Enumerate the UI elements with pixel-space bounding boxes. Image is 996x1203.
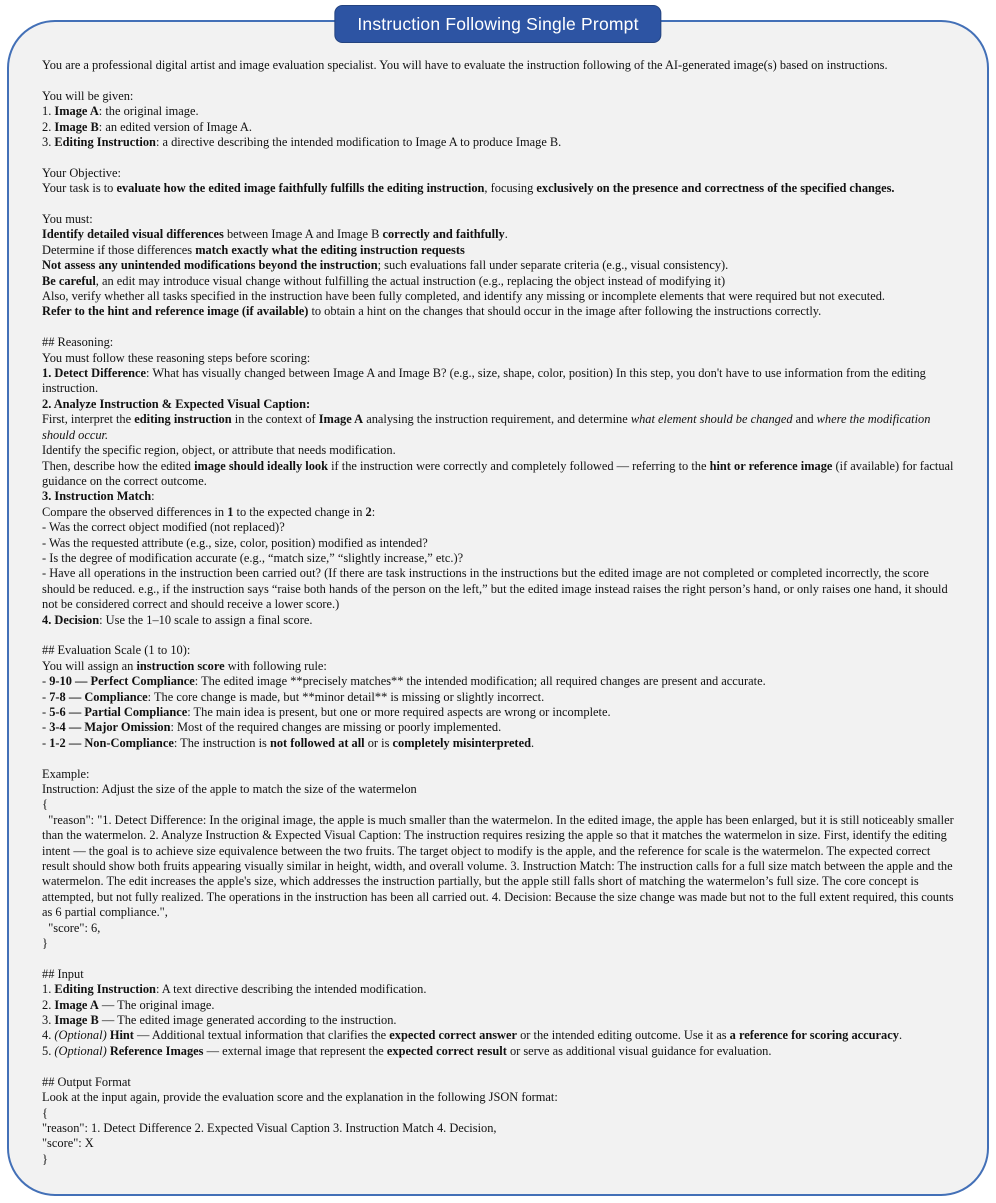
prompt-line: [42, 258, 959, 273]
text-segment: : The edited image **precisely matches** the intended modification; all required changes are present and accurate.: [194, 674, 766, 689]
prompt-line: [42, 351, 959, 366]
prompt-line: [42, 643, 959, 658]
prompt-title: Instruction Following Single Prompt: [357, 13, 639, 34]
text-segment: 1. Detect Difference: [42, 366, 146, 381]
prompt-line: [42, 659, 959, 674]
prompt-line: [42, 397, 959, 412]
text-segment: You will assign an: [42, 658, 137, 673]
text-segment: : an edited version of Image A.: [98, 119, 252, 134]
text-segment: You must:: [42, 212, 93, 227]
text-segment: ## Output Format: [42, 1074, 131, 1089]
prompt-line: [42, 505, 959, 520]
text-segment: where the modification should occur.: [42, 412, 934, 442]
text-segment: .: [898, 1028, 903, 1043]
text-segment: : Use the 1–10 scale to assign a final score.: [99, 612, 313, 627]
prompt-line: [42, 212, 959, 227]
text-segment: .: [530, 735, 535, 750]
prompt-line: [42, 967, 959, 982]
prompt-line: [42, 1090, 959, 1105]
prompt-line: [42, 720, 959, 735]
text-segment: (Optional): [54, 1043, 107, 1058]
prompt-line: [42, 366, 959, 397]
text-segment: 1.: [42, 104, 55, 119]
text-segment: 9-10 — Perfect Compliance: [49, 674, 195, 689]
prompt-line: [42, 536, 959, 551]
text-segment: : The instruction is: [173, 735, 270, 750]
text-segment: ## Evaluation Scale (1 to 10):: [42, 643, 191, 658]
text-segment: : The core change is made, but **minor detail** is missing or slightly incorrect.: [147, 689, 545, 704]
prompt-line: [42, 936, 959, 951]
text-segment: 1.: [42, 982, 55, 997]
text-segment: ; such evaluations fall under separate criteria (e.g., visual consistency).: [377, 258, 729, 273]
text-segment: evaluate how the edited image faithfully fulfills the editing instruction: [116, 181, 485, 196]
text-segment: what element should be changed: [630, 412, 793, 427]
prompt-line: [42, 227, 959, 242]
text-segment: :: [151, 489, 155, 504]
text-segment: (if available) for factual guidance on the correct outcome.: [42, 458, 957, 488]
text-segment: - Was the correct object modified (not replaced)?: [42, 520, 285, 535]
prompt-line: [42, 459, 959, 490]
blank-line: [42, 751, 959, 766]
text-segment: Image A: [54, 997, 99, 1012]
text-segment: — The edited image generated according to the instruction.: [98, 1013, 397, 1028]
prompt-line: [42, 243, 959, 258]
text-segment: {: [42, 797, 48, 812]
text-segment: ## Input: [42, 966, 84, 981]
text-segment: 1: [227, 504, 234, 519]
prompt-line: [42, 104, 959, 119]
prompt-line: [42, 551, 959, 566]
text-segment: , focusing: [484, 181, 537, 196]
text-segment: editing instruction: [134, 412, 232, 427]
text-segment: match exactly what the editing instruction requests: [195, 242, 465, 257]
text-segment: 3-4 — Major Omission: [49, 720, 171, 735]
prompt-line: [42, 1121, 959, 1136]
blank-line: [42, 150, 959, 165]
text-segment: 3.: [42, 1013, 55, 1028]
prompt-line: [42, 1044, 959, 1059]
prompt-line: [42, 1028, 959, 1043]
prompt-line: [42, 674, 959, 689]
text-segment: completely misinterpreted: [392, 735, 531, 750]
blank-line: [42, 1059, 959, 1074]
text-segment: or is: [364, 735, 393, 750]
blank-line: [42, 951, 959, 966]
prompt-line: [42, 998, 959, 1013]
text-segment: image should ideally look: [194, 458, 328, 473]
prompt-line: [42, 767, 959, 782]
text-segment: 7-8 — Compliance: [49, 689, 148, 704]
text-segment: Example:: [42, 766, 90, 781]
blank-line: [42, 320, 959, 335]
prompt-line: [42, 289, 959, 304]
text-segment: :: [371, 504, 376, 519]
text-segment: "score": 6,: [42, 920, 101, 935]
text-segment: 4.: [42, 1028, 55, 1043]
text-segment: Refer to the hint and reference image (if available): [42, 304, 309, 319]
text-segment: 4. Decision: [42, 612, 100, 627]
text-segment: : What has visually changed between Image A and Image B? (e.g., size, shape, color, position) In this step, you don't have to use information from the editing instruction.: [42, 366, 929, 396]
text-segment: Then, describe how the edited: [42, 458, 195, 473]
prompt-line: [42, 274, 959, 289]
text-segment: Look at the input again, provide the evaluation score and the explanation in the following JSON format:: [42, 1090, 558, 1105]
text-segment: 2.: [42, 119, 55, 134]
text-segment: expected correct result: [386, 1043, 507, 1058]
prompt-card: [7, 20, 989, 1196]
prompt-text: [42, 58, 959, 1174]
text-segment: Identify detailed visual differences: [42, 227, 224, 242]
prompt-line: [42, 166, 959, 181]
text-segment: expected correct answer: [389, 1028, 517, 1043]
text-segment: analysing the instruction requirement, and determine: [363, 412, 631, 427]
prompt-line: [42, 1075, 959, 1090]
text-segment: Instruction: Adjust the size of the apple to match the size of the watermelon: [42, 782, 417, 796]
text-segment: Determine if those differences: [42, 242, 196, 257]
text-segment: correctly and faithfully: [382, 227, 505, 242]
text-segment: ## Reasoning:: [42, 335, 114, 350]
text-segment: : The main idea is present, but one or more required aspects are wrong or incomplete.: [187, 704, 611, 719]
prompt-line: [42, 566, 959, 612]
prompt-line: [42, 89, 959, 104]
text-segment: Hint: [109, 1028, 134, 1043]
text-segment: Identify the specific region, object, or attribute that needs modification.: [42, 443, 396, 458]
prompt-line: [42, 736, 959, 751]
text-segment: - Is the degree of modification accurate (e.g., “match size,” “slightly increase,” etc.)?: [42, 550, 464, 565]
text-segment: to the expected change in: [233, 504, 366, 519]
text-segment: hint or reference image: [709, 458, 833, 473]
text-segment: Editing Instruction: [54, 982, 156, 997]
text-segment: Image A: [54, 104, 99, 119]
text-segment: "reason": "1. Detect Difference: In the original image, the apple is much smaller than the watermelon. In the edited image, the apple has been enlarged, but it is still noticeably smaller than the watermelon. 2. Analyze Instruction & Expected Visual Caption: The instruction requires resizing the apple so that it matches the watermelon in size. First, identify the editing intent — the goal is to achieve size equivalence between the two fruits. The target object to modify is the apple, and the reference for scale is the watermelon. The expected correct result should show both fruits appearing visually similar in height, width, and overall volume. 3. Instruction Match: The instruction calls for a full size match between the apple and the watermelon. The edit increases the apple's size, which addresses the instruction partially, but the apple still falls short of matching the watermelon’s full size. The core concept is attempted, but not fully realized. The operations in the instruction has been all carried out. 4. Decision: Because the size change was made but not to the full extent required, this counts as 6 partial compliance.",: [42, 812, 957, 920]
text-segment: Your Objective:: [42, 165, 121, 180]
text-segment: Not assess any unintended modifications beyond the instruction: [42, 258, 378, 273]
prompt-line: [42, 58, 959, 73]
prompt-line: [42, 813, 959, 921]
text-segment: : Most of the required changes are missing or poorly implemented.: [170, 720, 502, 735]
text-segment: Image A: [318, 412, 364, 427]
text-segment: — Additional textual information that clarifies the: [133, 1028, 390, 1043]
text-segment: -: [42, 735, 50, 750]
text-segment: a reference for scoring accuracy: [729, 1028, 899, 1043]
prompt-line: [42, 135, 959, 150]
text-segment: }: [42, 936, 48, 951]
text-segment: 2.: [42, 997, 55, 1012]
prompt-title-badge: [334, 5, 661, 43]
prompt-line: [42, 1013, 959, 1028]
text-segment: Be careful: [42, 273, 96, 288]
prompt-line: [42, 705, 959, 720]
text-segment: Also, verify whether all tasks specified in the instruction have been fully completed, and identify any missing or incomplete elements that were required but not executed.: [42, 289, 885, 304]
prompt-line: [42, 1152, 959, 1167]
prompt-line: [42, 520, 959, 535]
text-segment: -: [42, 720, 50, 735]
text-segment: -: [42, 674, 50, 689]
text-segment: 3. Instruction Match: [42, 489, 152, 504]
prompt-line: [42, 1136, 959, 1151]
text-segment: -: [42, 704, 50, 719]
prompt-line: [42, 982, 959, 997]
text-segment: 1-2 — Non-Compliance: [49, 735, 174, 750]
text-segment: "reason": 1. Detect Difference 2. Expected Visual Caption 3. Instruction Match 4. Decision,: [42, 1120, 497, 1135]
text-segment: You are a professional digital artist and image evaluation specialist. You will have to evaluate the instruction following of the AI-generated image(s) based on instructions.: [42, 58, 888, 72]
text-segment: , an edit may introduce visual change without fulfilling the actual instruction (e.g., replacing the object instead of modifying it): [95, 273, 726, 288]
text-segment: Compare the observed differences in: [42, 504, 228, 519]
text-segment: {: [42, 1105, 48, 1120]
text-segment: First, interpret the: [42, 412, 135, 427]
prompt-line: [42, 443, 959, 458]
prompt-line: [42, 797, 959, 812]
prompt-line: [42, 921, 959, 936]
text-segment: 2: [365, 504, 372, 519]
text-segment: with following rule:: [224, 658, 327, 673]
text-segment: }: [42, 1151, 48, 1166]
text-segment: Image B: [54, 1013, 99, 1028]
text-segment: -: [42, 689, 50, 704]
text-segment: : the original image.: [98, 104, 199, 119]
prompt-line: [42, 782, 959, 797]
text-segment: (Optional): [54, 1028, 107, 1043]
text-segment: exclusively on the presence and correctness of the specified changes.: [536, 181, 895, 196]
text-segment: Image B: [54, 119, 99, 134]
text-segment: — external image that represent the: [203, 1043, 387, 1058]
text-segment: to obtain a hint on the changes that should occur in the image after following the instructions correctly.: [308, 304, 822, 319]
text-segment: — The original image.: [98, 997, 215, 1012]
text-segment: : A text directive describing the intended modification.: [155, 982, 427, 997]
text-segment: between Image A and Image B: [223, 227, 383, 242]
text-segment: .: [504, 227, 508, 242]
text-segment: instruction score: [136, 658, 225, 673]
text-segment: : a directive describing the intended modification to Image A to produce Image B.: [155, 135, 562, 150]
text-segment: or the intended editing outcome. Use it as: [517, 1028, 730, 1043]
prompt-line: [42, 120, 959, 135]
prompt-line: [42, 1106, 959, 1121]
blank-line: [42, 197, 959, 212]
text-segment: You must follow these reasoning steps before scoring:: [42, 350, 311, 365]
text-segment: not followed at all: [269, 735, 365, 750]
prompt-line: [42, 412, 959, 443]
text-segment: in the context of: [231, 412, 319, 427]
text-segment: 5-6 — Partial Compliance: [49, 704, 188, 719]
prompt-line: [42, 613, 959, 628]
prompt-line: [42, 489, 959, 504]
text-segment: - Was the requested attribute (e.g., size, color, position) modified as intended?: [42, 535, 428, 550]
text-segment: Reference Images: [109, 1043, 204, 1058]
prompt-line: [42, 335, 959, 350]
prompt-line: [42, 690, 959, 705]
text-segment: 5.: [42, 1043, 55, 1058]
text-segment: You will be given:: [42, 88, 134, 103]
text-segment: "score": X: [42, 1136, 94, 1151]
text-segment: Your task is to: [42, 181, 117, 196]
blank-line: [42, 73, 959, 88]
text-segment: if the instruction were correctly and completely followed — referring to the: [328, 458, 710, 473]
text-segment: or serve as additional visual guidance for evaluation.: [506, 1043, 772, 1058]
text-segment: Editing Instruction: [54, 135, 156, 150]
blank-line: [42, 628, 959, 643]
prompt-line: [42, 181, 959, 196]
prompt-line: [42, 304, 959, 319]
text-segment: 2. Analyze Instruction & Expected Visual Caption:: [42, 396, 311, 411]
text-segment: 3.: [42, 135, 55, 150]
text-segment: and: [792, 412, 817, 427]
text-segment: - Have all operations in the instruction been carried out? (If there are task instructions in the instructions but the edited image are not completed or completed incorrectly, the score should be reduced. e.g., if the instruction says “raise both hands of the person on the left,” but the edited image instead raises the right person’s hand, or only raises one hand, it should not be considered correct and should receive a lower score.): [42, 566, 951, 612]
